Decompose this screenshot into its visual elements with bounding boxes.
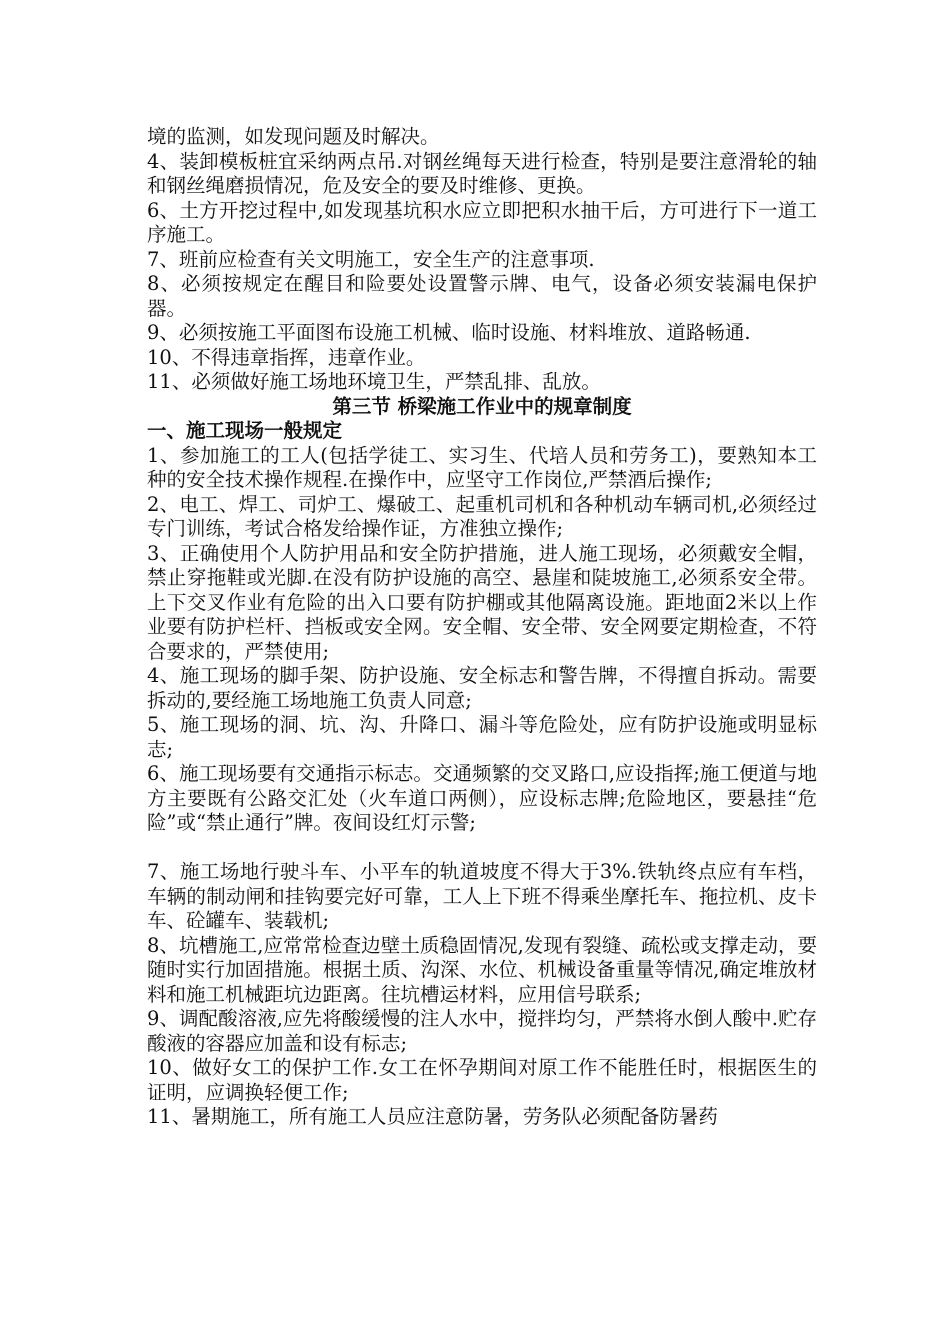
document-page (147, 125, 817, 1130)
rule-item-3: 3、正确使用个人防护用品和安全防护措施，进人施工现场，必须戴安全帽，禁止穿拖鞋或光脚.在没有防护设施的高空、悬崖和陡坡施工,必须系安全带。上下交叉作业有危险的出入口要有防护棚或其他隔离设施。距地面2米以上作业要有防护栏杆、挡板或安全网。安全帽、安全带、安全网要定期检查，不符合要求的，严禁使用; (147, 541, 817, 663)
subsection-title: 一、施工现场一般规定 (147, 419, 343, 442)
rule-item-5: 5、施工现场的洞、坑、沟、升降口、漏斗等危险处，应有防护设施或明显标志; (147, 713, 817, 761)
rule-item-1: 1、参加施工的工人(包括学徒工、实习生、代培人员和劳务工)，要熟知本工种的安全技术操作规程.在操作中，应坚守工作岗位,严禁酒后操作; (147, 443, 817, 491)
paragraph-item-6: 6、土方开挖过程中,如发现基坑积水应立即把积水抽干后，方可进行下一道工序施工。 (147, 198, 817, 246)
paragraph-item-7: 7、班前应检查有关文明施工，安全生产的注意事项. (147, 247, 595, 271)
paragraph-item-4: 4、装卸模板桩宜采纳两点吊.对钢丝绳每天进行检查，特别是要注意滑轮的轴和钢丝绳磨损情况，危及安全的要及时维修、更换。 (147, 149, 817, 197)
rule-item-6: 6、施工现场要有交通指示标志。交通频繁的交叉路口,应设指挥;施工便道与地方主要既有公路交汇处（火车道口两侧），应设标志牌;危险地区，要悬挂“危险”或“禁止通行”牌。夜间设红灯示警; (147, 762, 817, 834)
rule-item-2: 2、电工、焊工、司炉工、爆破工、起重机司机和各种机动车辆司机,必须经过专门训练，考试合格发给操作证，方准独立操作; (147, 492, 817, 540)
rule-item-11: 11、暑期施工，所有施工人员应注意防暑，劳务队必须配备防暑药 (147, 1105, 718, 1128)
paragraph-item-9: 9、必须按施工平面图布设施工机械、临时设施、材料堆放、道路畅通. (147, 321, 751, 344)
blank-line (147, 836, 817, 861)
rule-item-9: 9、调配酸溶液,应先将酸缓慢的注人水中，搅拌均匀，严禁将水倒人酸中.贮存酸液的容器应加盖和设有标志; (147, 1007, 817, 1055)
rule-item-8: 8、坑槽施工,应常常检查边壁土质稳固情况,发现有裂缝、疏松或支撑走动，要随时实行加固措施。根据土质、沟深、水位、机械设备重量等情况,确定堆放材料和施工机械距坑边距离。往坑槽运材料，应用信号联系; (147, 933, 817, 1006)
rule-item-10: 10、做好女工的保护工作.女工在怀孕期间对原工作不能胜任时，根据医生的证明，应调换轻便工作; (147, 1056, 817, 1104)
paragraph-item-11: 11、必须做好施工场地环境卫生，严禁乱排、乱放。 (147, 370, 601, 393)
rule-item-4: 4、施工现场的脚手架、防护设施、安全标志和警告牌，不得擅自拆动。需要拆动的,要经施工场地施工负责人同意; (147, 664, 817, 712)
paragraph-intro-end: 境的监测，如发现问题及时解决。 (147, 125, 440, 148)
paragraph-item-8: 8、必须按规定在醒目和险要处设置警示牌、电气，设备必须安装漏电保护器。 (147, 272, 817, 320)
rule-item-7: 7、施工场地行驶斗车、小平车的轨道坡度不得大于3%.铁轨终点应有车档，车辆的制动闸和挂钩要完好可靠，工人上下班不得乘坐摩托车、拖拉机、皮卡车、砼罐车、装载机; (147, 860, 817, 932)
paragraph-item-10: 10、不得违章指挥，违章作业。 (147, 345, 426, 369)
section-title: 第三节 桥梁施工作业中的规章制度 (332, 394, 632, 418)
